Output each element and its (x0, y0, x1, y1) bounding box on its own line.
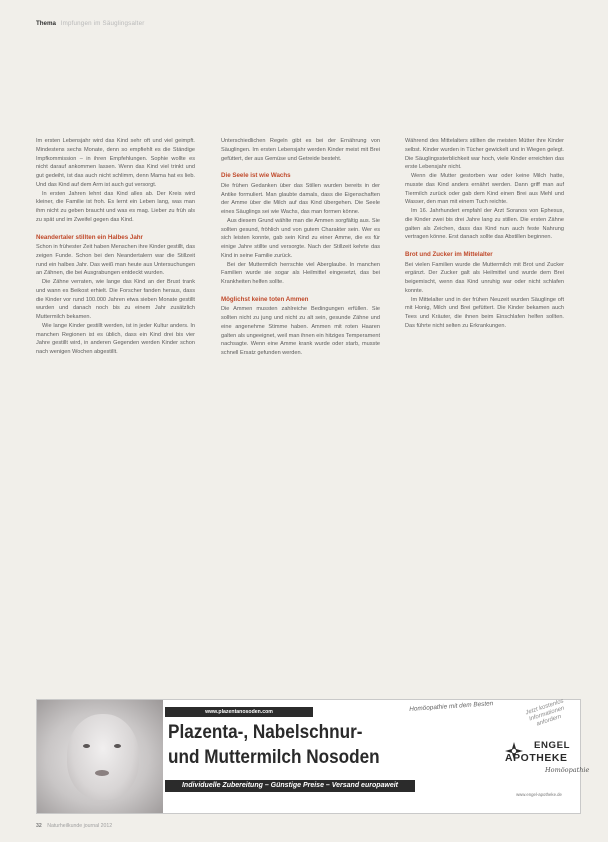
subheading: Die Seele ist wie Wachs (221, 172, 291, 180)
baby-mouth (95, 770, 109, 776)
paragraph: Aus diesem Grund wählte man die Ammen sorgfältig aus. Sie sollten gesund, fröhlich und von gutem Charakter sein. Wer es sich leisten konnte, gab sein Kind zu einer Amme, die es für einige Jahre stillte und versorgte. Nach der Stillzeit kehrte das Kind in seine Familie zurück. (221, 217, 380, 259)
section-label: Thema (36, 20, 56, 27)
paragraph: Im ersten Lebensjahr wird das Kind sehr oft und viel geimpft. Mindestens sechs Monate, denn so empfiehlt es die Ständige Impfkommission – in ihren Empfehlungen. Sophie wollte es nicht darauf ankommen lassen. Wenn das Kind viel trinkt und gut gedeiht, ist das auch nicht schlimm, denn Mama hat es lieb. Und das Kind auf dem Arm ist auch gut versorgt. (36, 138, 195, 188)
paragraph: Im Mittelalter und in der frühen Neuzeit wurden Säuglinge oft mit Honig, Milch und Brei gefüttert. Die Kinder bekamen auch Tees und Kräuter, die ihnen beim Einschlafen helfen sollten. Das führte nicht selten zu Erkrankungen. (405, 296, 564, 329)
brand-name: APOTHEKE (505, 753, 568, 764)
paragraph: Im 16. Jahrhundert empfahl der Arzt Soranos von Ephesus, die Kinder zwei bis drei Jahre lang zu stillen. Die ersten Zähne galten als Zeichen, dass das Kind nun auch feste Nahrung vertragen könne. Erst danach sollte das Abstillen beginnen. (405, 208, 564, 241)
ad-corner-tag: Jetzt kostenlos Informationen anfordern (524, 698, 566, 728)
paragraph: In ersten Jahren lehnt das Kind alles ab. Der Kreis wird kleiner, die Familie ist froh. Es lernt ein Leben lang, was man ihm nicht zu geben braucht und was es mag. Lieber zu früh als zu spät und im Zweifel gegen das Kind. (36, 190, 195, 223)
page-footer (36, 823, 112, 829)
paragraph: Unterschiedlichen Regeln gibt es bei der Ernährung von Säuglingen. Im ersten Lebensjahr werden Kinder meist mit Brei gefüttert, der aus Gemüse und Getreide besteht. (221, 138, 380, 162)
ad-url[interactable]: www.plazentanosoden.com (165, 707, 313, 717)
page-header (36, 20, 145, 27)
subheading: Brot und Zucker im Mittelalter (405, 251, 493, 258)
topic-label: Impfungen im Säuglingsalter (60, 20, 145, 27)
text-column-1 (36, 137, 195, 357)
brand-address[interactable]: www.engel-apotheke.de (516, 792, 562, 797)
text-column-2 (221, 137, 380, 358)
baby-face (67, 714, 139, 800)
paragraph: Schon in frühester Zeit haben Menschen ihre Kinder gestillt, das zeigen Funde. Schon bei den Neandertalern war die Stillzeit rund ein halbes Jahr. Das weiß man heute aus Untersuchungen an Zähnen, die bei Ausgrabungen entdeckt wurden. (36, 244, 195, 277)
publication-name: Naturheilkunde journal 2012 (47, 823, 113, 829)
baby-eye (114, 744, 121, 748)
brand-script: Homöopathie (545, 766, 590, 774)
baby-eye (83, 744, 90, 748)
paragraph: Wenn die Mutter gestorben war oder keine Milch hatte, musste das Kind anders ernährt werden. Dann griff man auf Tiermilch zurück oder gab dem Kind einen Brei aus Mehl und Wasser, den man mit einem Tuch reichte. (405, 173, 564, 206)
page-number: 32 (36, 823, 42, 829)
baby-photo (37, 700, 163, 813)
paragraph: Bei vielen Familien wurde die Muttermilch mit Brot und Zucker ergänzt. Der Zucker galt als Heilmittel und wurde dem Brei beigemischt, wenn das Kind unruhig war oder nicht schlafen konnte. (405, 261, 564, 294)
subheading: Neandertaler stillten ein Halbes Jahr (36, 233, 143, 241)
ad-tagline: Individuelle Zubereitung – Günstige Preise – Versand europaweit (165, 780, 415, 792)
ad-headline: Plazenta-, Nabelschnur- (168, 721, 363, 743)
advertisement[interactable] (36, 698, 590, 814)
paragraph: Während des Mittelalters stillten die meisten Mütter ihre Kinder selbst. Kinder wurden in Tücher gewickelt und in Wiegen gelegt. Die Säuglingssterblichkeit war hoch, viele Kinder erreichten das erste Lebensjahr nicht. (405, 138, 564, 171)
paragraph: Bei der Muttermilch herrschte viel Aberglaube. In manchen Familien wurde sie sogar als Heilmittel eingesetzt, das bei Krankheiten helfen sollte. (221, 261, 380, 286)
paragraph: Die Ammen mussten zahlreiche Bedingungen erfüllen. Sie sollten nicht zu jung und nicht zu alt sein, gesunde Zähne und eine angenehme Stimme haben. Ammen mit roten Haaren galten als ungeeignet, weil man ihnen ein hitziges Temperament nachsagte. Wenn eine Amme krank wurde oder starb, musste schnell Ersatz gefunden werden. (221, 306, 380, 357)
subheading: Möglichst keine toten Ammen (221, 295, 309, 303)
paragraph: Wie lange Kinder gestillt werden, ist in jeder Kultur anders. In manchen Regionen ist es üblich, dass ein Kind drei bis vier Jahre gestillt wird, in anderen Gegenden werden Kinder schon nach wenigen Wochen abgestillt. (36, 322, 195, 356)
ad-slogan: Homöopathie mit dem Besten (409, 700, 494, 713)
ad-headline: und Muttermilch Nosoden (168, 746, 380, 768)
paragraph: Die frühen Gedanken über das Stillen wurden bereits in der Antike formuliert. Man glaubte damals, dass die Eigenschaften der Amme über die Milch auf das Kind übergehen. Die Seele eines Säuglings sei wie Wachs, das man formen könne. (221, 182, 380, 216)
text-column-3 (405, 137, 564, 331)
brand-name: ENGEL (534, 740, 571, 751)
paragraph: Die Zähne verraten, wie lange das Kind an der Brust trank und wann es Beikost erhielt. Die Forscher fanden heraus, dass die Kinder vor rund 100.000 Jahren etwa sieben Monate gestillt wurden und danach noch bis zu einem Jahr zusätzlich Muttermilch bekamen. (36, 279, 195, 321)
